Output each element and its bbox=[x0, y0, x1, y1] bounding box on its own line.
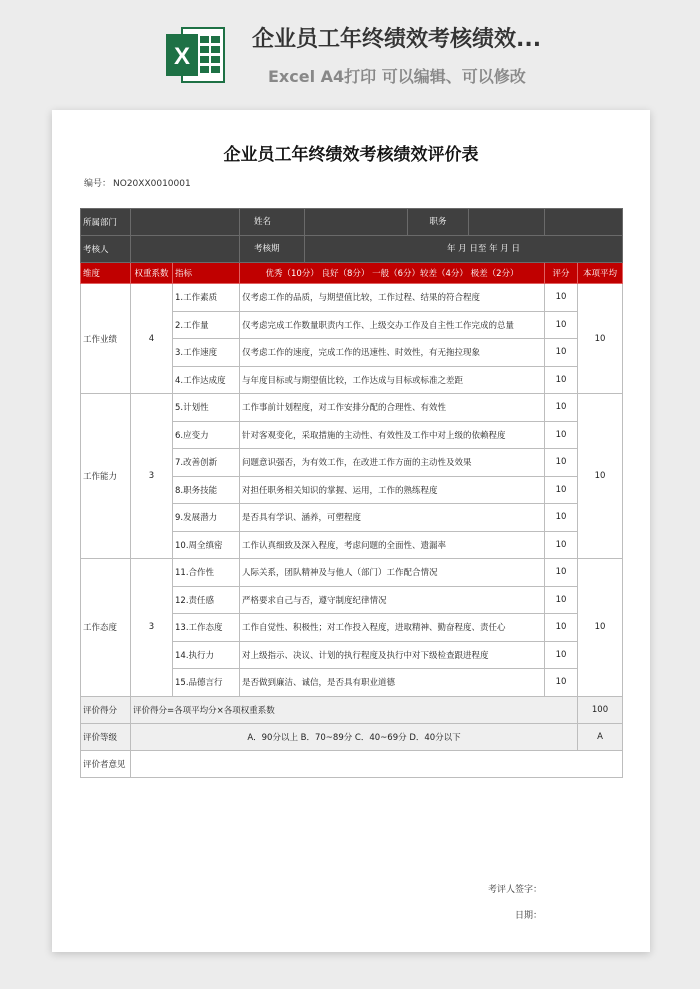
period-label: 考核期 bbox=[240, 236, 305, 262]
info-row-2 bbox=[81, 236, 623, 263]
score-formula: 评价得分=各项平均分×各项权重系数 bbox=[131, 696, 578, 723]
score-value[interactable]: 100 bbox=[578, 696, 623, 723]
score-cell[interactable]: 10 bbox=[545, 311, 578, 339]
dept-label: 所属部门 bbox=[81, 209, 131, 236]
grade-row bbox=[81, 723, 623, 750]
score-cell[interactable]: 10 bbox=[545, 339, 578, 367]
table-row bbox=[81, 559, 623, 587]
score-cell[interactable]: 10 bbox=[545, 284, 578, 312]
score-cell[interactable]: 10 bbox=[545, 586, 578, 614]
evaluation-table bbox=[80, 208, 623, 778]
criteria-cell: 是否具有学识、涵养，可塑程度 bbox=[240, 504, 545, 532]
page-title: 企业员工年终绩效考核绩效... bbox=[252, 27, 542, 52]
name-cell bbox=[240, 209, 545, 236]
indicator-cell: 1.工作素质 bbox=[173, 284, 240, 312]
indicator-cell: 2.工作量 bbox=[173, 311, 240, 339]
indicator-cell: 7.改善创新 bbox=[173, 449, 240, 477]
indicator-cell: 6.应变力 bbox=[173, 421, 240, 449]
page-subtitle: Excel A4打印 可以编辑、可以修改 bbox=[268, 67, 526, 86]
opinion-row bbox=[81, 750, 623, 777]
dimension-cell: 工作业绩 bbox=[81, 284, 131, 394]
criteria-cell: 针对客观变化，采取措施的主动性、有效性及工作中对上级的依赖程度 bbox=[240, 421, 545, 449]
info-row-1 bbox=[81, 209, 623, 236]
score-cell[interactable]: 10 bbox=[545, 641, 578, 669]
criteria-cell: 对上级指示、决议、计划的执行程度及执行中对下级检查跟进程度 bbox=[240, 641, 545, 669]
reviewer-field[interactable] bbox=[131, 236, 240, 263]
criteria-cell: 与年度目标或与期望值比较，工作达成与目标或标准之差距 bbox=[240, 366, 545, 394]
svg-text:X: X bbox=[173, 43, 191, 70]
weight-cell: 3 bbox=[131, 394, 173, 559]
col-average: 本项平均 bbox=[578, 263, 623, 284]
col-dimension: 维度 bbox=[81, 263, 131, 284]
criteria-cell: 仅考虑工作的速度，完成工作的迅速性、时效性，有无拖拉现象 bbox=[240, 339, 545, 367]
grade-label: 评价等级 bbox=[81, 723, 131, 750]
criteria-cell: 问题意识强否，为有效工作，在改进工作方面的主动性及效果 bbox=[240, 449, 545, 477]
score-cell[interactable]: 10 bbox=[545, 614, 578, 642]
score-cell[interactable]: 10 bbox=[545, 421, 578, 449]
signature-label: 考评人签字： bbox=[488, 885, 543, 895]
score-cell[interactable]: 10 bbox=[545, 559, 578, 587]
score-cell[interactable]: 10 bbox=[545, 449, 578, 477]
score-row bbox=[81, 696, 623, 723]
col-score: 评分 bbox=[545, 263, 578, 284]
indicator-cell: 13.工作态度 bbox=[173, 614, 240, 642]
score-cell[interactable]: 10 bbox=[545, 394, 578, 422]
indicator-cell: 5.计划性 bbox=[173, 394, 240, 422]
weight-cell: 3 bbox=[131, 559, 173, 697]
indicator-cell: 14.执行力 bbox=[173, 641, 240, 669]
col-criteria: 优秀（10分） 良好（8分） 一般（6分）较差（4分） 极差（2分） bbox=[240, 263, 545, 284]
score-cell[interactable]: 10 bbox=[545, 476, 578, 504]
period-value[interactable]: 年 月 日至 年 月 日 bbox=[446, 244, 520, 254]
indicator-cell: 12.责任感 bbox=[173, 586, 240, 614]
score-cell[interactable]: 10 bbox=[545, 531, 578, 559]
criteria-cell: 对担任职务相关知识的掌握、运用，工作的熟练程度 bbox=[240, 476, 545, 504]
weight-cell: 4 bbox=[131, 284, 173, 394]
indicator-cell: 4.工作达成度 bbox=[173, 366, 240, 394]
dimension-cell: 工作能力 bbox=[81, 394, 131, 559]
criteria-cell: 工作事前计划程度，对工作安排分配的合理性、有效性 bbox=[240, 394, 545, 422]
excel-icon bbox=[162, 22, 228, 88]
average-cell: 10 bbox=[578, 394, 623, 559]
table-row bbox=[81, 394, 623, 422]
criteria-cell: 工作认真细致及深入程度，考虑问题的全面性、遗漏率 bbox=[240, 531, 545, 559]
average-cell: 10 bbox=[578, 559, 623, 697]
average-cell: 10 bbox=[578, 284, 623, 394]
date-label: 日期： bbox=[515, 911, 543, 921]
criteria-cell: 仅考虑工作的品质，与期望值比较，工作过程、结果的符合程度 bbox=[240, 284, 545, 312]
header-banner bbox=[0, 0, 700, 108]
dimension-cell: 工作态度 bbox=[81, 559, 131, 697]
position-field-a[interactable] bbox=[469, 209, 544, 235]
number-value: NO20XX0010001 bbox=[113, 179, 191, 189]
criteria-cell: 工作自觉性、积极性；对工作投入程度，进取精神、勤奋程度、责任心 bbox=[240, 614, 545, 642]
period-cell bbox=[240, 236, 623, 263]
score-cell[interactable]: 10 bbox=[545, 504, 578, 532]
score-cell[interactable]: 10 bbox=[545, 366, 578, 394]
position-label: 职务 bbox=[408, 209, 469, 235]
opinion-field[interactable] bbox=[131, 750, 623, 777]
opinion-label: 评价者意见 bbox=[81, 750, 131, 777]
name-label: 姓名 bbox=[240, 209, 305, 235]
grade-value[interactable]: A bbox=[578, 723, 623, 750]
indicator-cell: 15.品德言行 bbox=[173, 669, 240, 697]
criteria-cell: 人际关系，团队精神及与他人（部门）工作配合情况 bbox=[240, 559, 545, 587]
indicator-cell: 8.职务技能 bbox=[173, 476, 240, 504]
table-row bbox=[81, 284, 623, 312]
document-title: 企业员工年终绩效考核绩效评价表 bbox=[223, 145, 479, 165]
dept-field[interactable] bbox=[131, 209, 240, 236]
col-indicator: 指标 bbox=[173, 263, 240, 284]
criteria-cell: 严格要求自己与否，遵守制度纪律情况 bbox=[240, 586, 545, 614]
grade-scale: A．90分以上 B．70~89分 C．40~69分 D．40分以下 bbox=[131, 723, 578, 750]
document-sheet bbox=[52, 110, 650, 952]
criteria-cell: 仅考虑完成工作数量职责内工作、上级交办工作及自主性工作完成的总量 bbox=[240, 311, 545, 339]
column-header-row bbox=[81, 263, 623, 284]
document-number bbox=[82, 176, 191, 189]
score-label: 评价得分 bbox=[81, 696, 131, 723]
indicator-cell: 10.周全缜密 bbox=[173, 531, 240, 559]
number-label: 编号： bbox=[84, 179, 112, 189]
criteria-cell: 是否做到廉洁、诚信，是否具有职业道德 bbox=[240, 669, 545, 697]
reviewer-label: 考核人 bbox=[81, 236, 131, 263]
col-weight: 权重系数 bbox=[131, 263, 173, 284]
indicator-cell: 3.工作速度 bbox=[173, 339, 240, 367]
score-cell[interactable]: 10 bbox=[545, 669, 578, 697]
indicator-cell: 11.合作性 bbox=[173, 559, 240, 587]
position-field[interactable] bbox=[545, 209, 623, 236]
indicator-cell: 9.发展潜力 bbox=[173, 504, 240, 532]
name-field[interactable] bbox=[305, 209, 408, 235]
